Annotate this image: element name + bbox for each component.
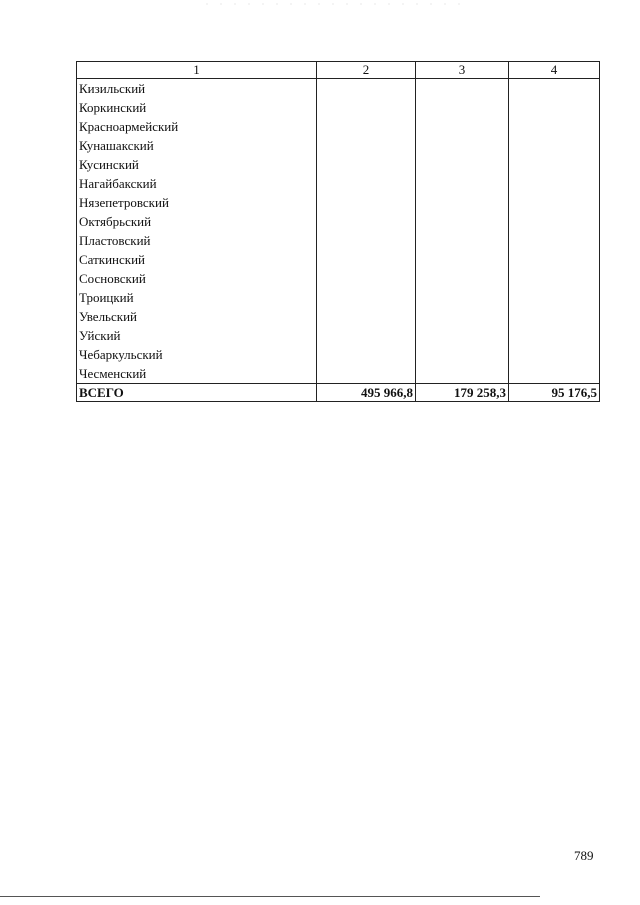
value-col-2 xyxy=(317,250,416,269)
district-name: Троицкий xyxy=(77,288,317,307)
table-row xyxy=(77,231,600,250)
district-name: Кусинский xyxy=(77,155,317,174)
district-name: Пластовский xyxy=(77,231,317,250)
value-col-4 xyxy=(509,136,600,155)
district-name: Октябрьский xyxy=(77,212,317,231)
table-body xyxy=(77,79,600,402)
value-col-3 xyxy=(416,345,509,364)
value-col-2 xyxy=(317,98,416,117)
table-row xyxy=(77,174,600,193)
total-label: ВСЕГО xyxy=(77,384,317,402)
value-col-3 xyxy=(416,250,509,269)
table-row xyxy=(77,212,600,231)
value-col-2 xyxy=(317,326,416,345)
value-col-2 xyxy=(317,193,416,212)
table-row xyxy=(77,79,600,99)
header-cell-2: 2 xyxy=(317,62,416,79)
total-row xyxy=(77,384,600,402)
value-col-3 xyxy=(416,288,509,307)
district-name: Кунашакский xyxy=(77,136,317,155)
value-col-2 xyxy=(317,79,416,99)
value-col-2 xyxy=(317,174,416,193)
value-col-2 xyxy=(317,288,416,307)
district-name: Чебаркульский xyxy=(77,345,317,364)
value-col-3 xyxy=(416,307,509,326)
table-row xyxy=(77,364,600,384)
value-col-4 xyxy=(509,326,600,345)
value-col-4 xyxy=(509,174,600,193)
table-row xyxy=(77,136,600,155)
value-col-2 xyxy=(317,269,416,288)
header-cell-1: 1 xyxy=(77,62,317,79)
value-col-2 xyxy=(317,212,416,231)
district-name: Коркинский xyxy=(77,98,317,117)
value-col-4 xyxy=(509,269,600,288)
value-col-3 xyxy=(416,364,509,384)
value-col-4 xyxy=(509,117,600,136)
district-name: Уйский xyxy=(77,326,317,345)
district-name: Сосновский xyxy=(77,269,317,288)
table-row xyxy=(77,326,600,345)
footer-divider xyxy=(0,896,540,897)
header-cell-3: 3 xyxy=(416,62,509,79)
header-row xyxy=(77,62,600,79)
value-col-3 xyxy=(416,326,509,345)
district-name: Красноармейский xyxy=(77,117,317,136)
value-col-2 xyxy=(317,117,416,136)
value-col-4 xyxy=(509,231,600,250)
table-row xyxy=(77,98,600,117)
value-col-4 xyxy=(509,345,600,364)
value-col-3 xyxy=(416,193,509,212)
value-col-2 xyxy=(317,231,416,250)
table-row xyxy=(77,117,600,136)
data-table xyxy=(76,61,600,402)
value-col-4 xyxy=(509,250,600,269)
district-name: Кизильский xyxy=(77,79,317,99)
value-col-2 xyxy=(317,136,416,155)
value-col-4 xyxy=(509,212,600,231)
value-col-4 xyxy=(509,79,600,99)
value-col-2 xyxy=(317,364,416,384)
value-col-2 xyxy=(317,307,416,326)
total-value-col-2: 495 966,8 xyxy=(317,384,416,402)
value-col-4 xyxy=(509,193,600,212)
value-col-3 xyxy=(416,79,509,99)
total-value-col-3: 179 258,3 xyxy=(416,384,509,402)
value-col-2 xyxy=(317,155,416,174)
value-col-3 xyxy=(416,269,509,288)
value-col-4 xyxy=(509,288,600,307)
value-col-3 xyxy=(416,231,509,250)
value-col-4 xyxy=(509,307,600,326)
table-row xyxy=(77,345,600,364)
value-col-3 xyxy=(416,136,509,155)
header-cell-4: 4 xyxy=(509,62,600,79)
district-name: Саткинский xyxy=(77,250,317,269)
table-row xyxy=(77,250,600,269)
table-row xyxy=(77,155,600,174)
value-col-4 xyxy=(509,364,600,384)
total-value-col-4: 95 176,5 xyxy=(509,384,600,402)
district-name: Чесменский xyxy=(77,364,317,384)
value-col-4 xyxy=(509,155,600,174)
value-col-3 xyxy=(416,212,509,231)
value-col-2 xyxy=(317,345,416,364)
value-col-3 xyxy=(416,155,509,174)
district-name: Увельский xyxy=(77,307,317,326)
value-col-4 xyxy=(509,98,600,117)
page-number: 789 xyxy=(574,848,594,863)
value-col-3 xyxy=(416,174,509,193)
district-name: Нагайбакский xyxy=(77,174,317,193)
value-col-3 xyxy=(416,117,509,136)
district-name: Нязепетровский xyxy=(77,193,317,212)
table-row xyxy=(77,269,600,288)
scan-artifact-dots xyxy=(200,3,460,5)
table-row xyxy=(77,307,600,326)
table-row xyxy=(77,288,600,307)
table-row xyxy=(77,193,600,212)
value-col-3 xyxy=(416,98,509,117)
